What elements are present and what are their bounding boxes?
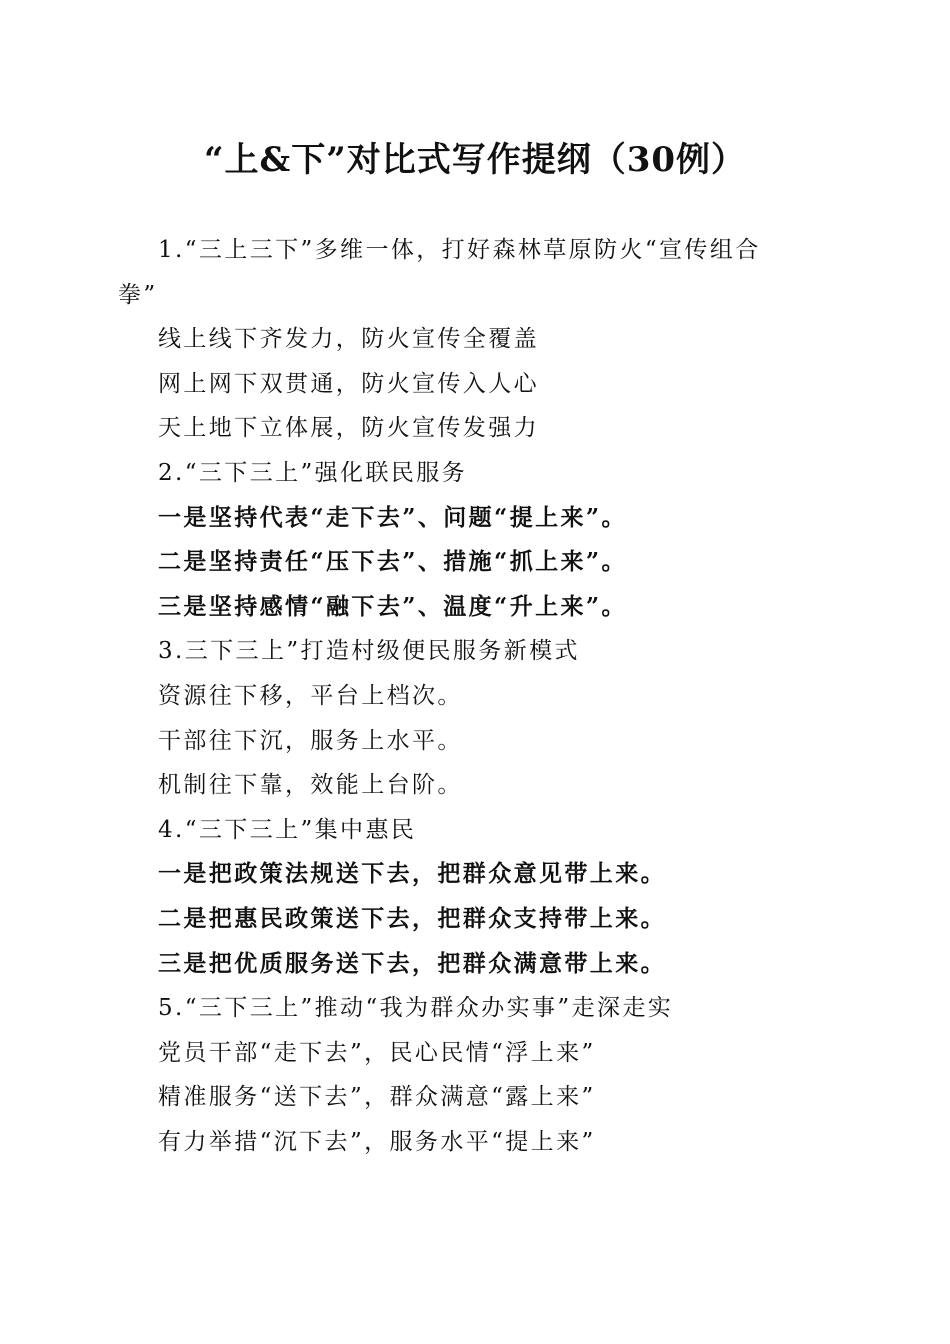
section-3-item-3: 机制往下靠，效能上台阶。 xyxy=(158,772,463,799)
section-5-item-2: 精准服务“送下去”，群众满意“露上来” xyxy=(158,1084,596,1111)
document-title: “上&下”对比式写作提纲（30例） xyxy=(203,140,747,180)
section-1-item-2: 网上网下双贯通，防火宣传入人心 xyxy=(158,370,539,397)
section-2-item-1: 一是坚持代表“走下去”、问题“提上来”。 xyxy=(158,503,627,531)
section-heading-1-continued: 拳” xyxy=(118,281,158,308)
section-2-item-2: 二是坚持责任“压下去”、措施“抓上来”。 xyxy=(158,548,627,576)
section-1-item-1: 线上线下齐发力，防火宣传全覆盖 xyxy=(158,326,539,353)
section-heading-1: 1.“三上三下”多维一体，打好森林草原防火“宣传组合 xyxy=(158,237,761,263)
section-4-item-1: 一是把政策法规送下去，把群众意见带上来。 xyxy=(158,860,666,888)
section-heading-3: 3.三下三上”打造村级便民服务新模式 xyxy=(158,638,580,665)
section-5-item-3: 有力举措“沉下去”，服务水平“提上来” xyxy=(158,1128,596,1155)
section-3-item-2: 干部往下沉，服务上水平。 xyxy=(158,727,463,754)
section-1-item-3: 天上地下立体展，防火宣传发强力 xyxy=(158,415,539,442)
section-2-item-3: 三是坚持感情“融下去”、温度“升上来”。 xyxy=(158,592,627,620)
document-body xyxy=(118,228,830,1164)
section-5-item-1: 党员干部“走下去”，民心民情“浮上来” xyxy=(158,1039,596,1066)
section-4-item-2: 二是把惠民政策送下去，把群众支持带上来。 xyxy=(158,904,666,932)
section-heading-4: 4.“三下三上”集中惠民 xyxy=(158,816,417,843)
section-heading-2: 2.“三下三上”强化联民服务 xyxy=(158,459,468,486)
section-heading-5: 5.“三下三上”推动“我为群众办实事”走深走实 xyxy=(158,995,674,1022)
section-3-item-1: 资源往下移，平台上档次。 xyxy=(158,682,463,709)
section-4-item-3: 三是把优质服务送下去，把群众满意带上来。 xyxy=(158,949,666,977)
